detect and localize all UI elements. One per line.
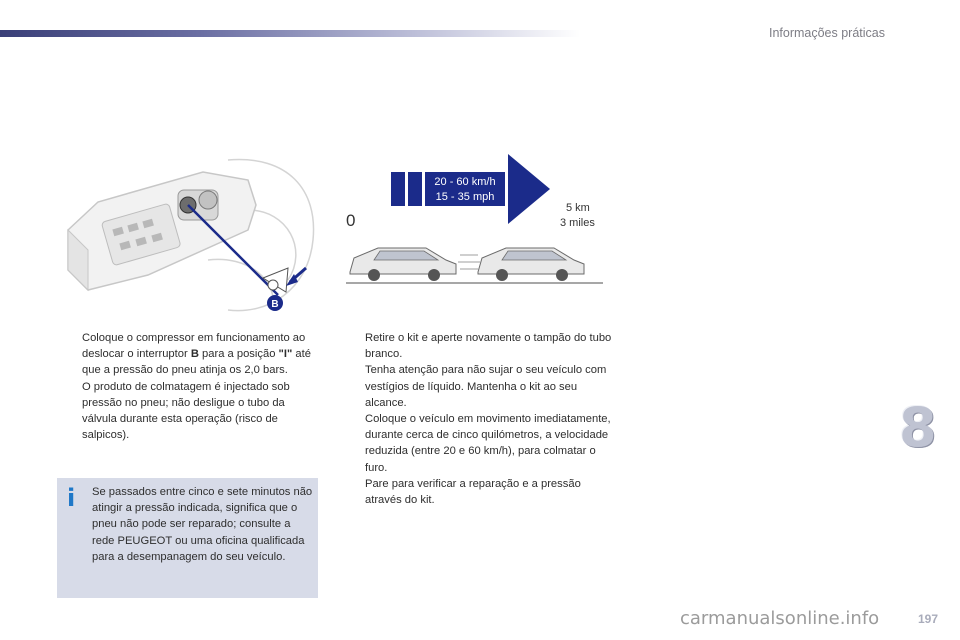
left-column: [60, 330, 320, 443]
list-item: [343, 476, 613, 508]
bullet-icon: [343, 411, 365, 476]
car-1-icon: [350, 248, 456, 281]
callout-b-label: B: [271, 299, 279, 310]
instruction-text: Coloque o veículo em movimento imediatamente, durante cerca de cinco quilómetros, a velocidade reduzida (entre 20 e 60 km/h), para colmatar o furo.: [365, 413, 611, 474]
bullet-icon: [343, 330, 365, 411]
header-gradient-bar: [0, 30, 580, 37]
repair-kit-illustration: [58, 150, 320, 320]
info-icon: i: [67, 484, 76, 512]
right-column: [343, 330, 613, 508]
chapter-number: 8: [899, 396, 937, 459]
distance-km-label: 5 km: [566, 202, 590, 214]
start-distance-label: 0: [346, 211, 356, 230]
instruction-text: Coloque o compressor em funcionamento ao deslocar o interruptor B para a posição "I" até que a pressão do pneu atinja os 2,0 bars. O produto de colmatagem é injectado sob pressão no pneu; não desligue o tubo da válvula durante esta operação (risco de salpicos).: [82, 332, 311, 442]
instruction-text: Retire o kit e aperte novamente o tampão do tubo branco.: [365, 332, 612, 361]
watermark-text: carmanualsonline.info: [680, 608, 880, 629]
speed-kmh-label: 20 - 60 km/h: [434, 176, 496, 188]
bullet-icon: [60, 330, 82, 443]
list-item: [343, 330, 613, 411]
section-title: Informações práticas: [768, 26, 885, 40]
instruction-text: Pare para verificar a reparação e a pressão através do kit.: [365, 477, 581, 507]
info-box: [57, 478, 318, 598]
info-text: Se passados entre cinco e sete minutos não atingir a pressão indicada, significa que o pneu não pode ser reparado; consulte a rede PEUGEOT ou uma oficina qualificada para a desempanagem do seu veículo.: [92, 486, 313, 563]
list-item: [343, 411, 613, 476]
distance-miles-label: 3 miles: [560, 217, 595, 229]
speed-mph-label: 15 - 35 mph: [435, 191, 495, 203]
instruction-text: Tenha atenção para não sujar o seu veículo com vestígios de líquido. Mantenha o kit ao seu alcance.: [365, 364, 607, 409]
drive-distance-illustration: [338, 150, 613, 290]
list-item: [60, 330, 320, 443]
bullet-icon: [343, 476, 365, 508]
car-2-icon: [478, 248, 584, 281]
page-number: 197: [917, 612, 938, 626]
